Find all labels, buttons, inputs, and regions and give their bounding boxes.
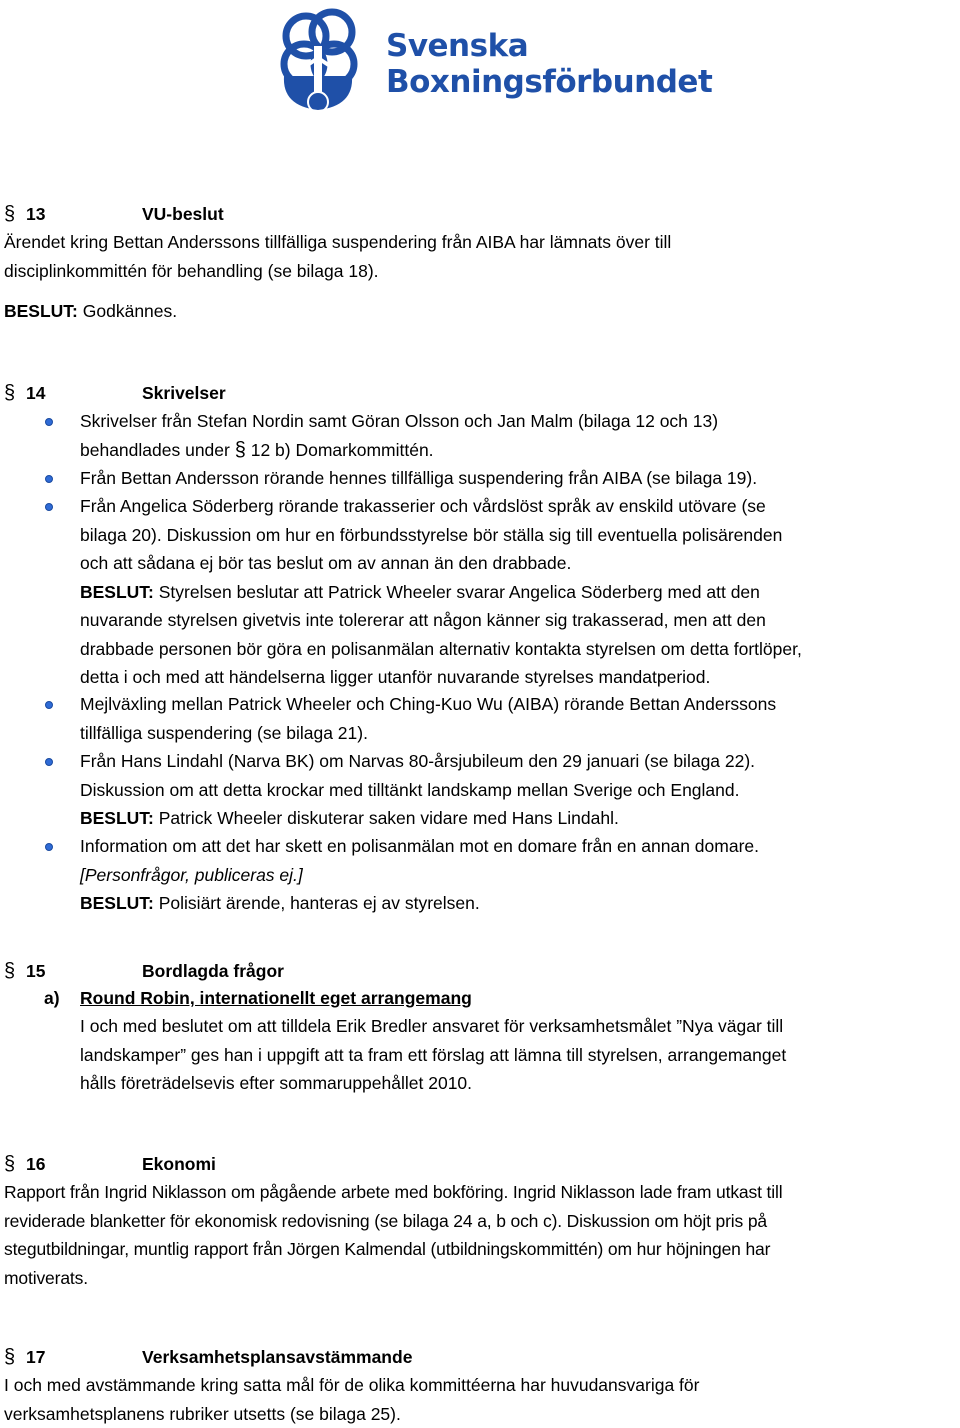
body-line: Från Hans Lindahl (Narva BK) om Narvas 80-årsjubileum den 29 januari (se bilaga 22). xyxy=(80,747,960,776)
section-number: 17 xyxy=(26,1347,142,1368)
body-line: motiverats. xyxy=(4,1264,960,1293)
section-16-body xyxy=(4,1178,960,1292)
list-item xyxy=(80,407,960,464)
body-line: I och med avstämmande kring satta mål för de olika kommittéerna har huvudansvariga för xyxy=(4,1371,960,1400)
beslut-text: drabbade personen bör göra en polisanmälan alternativ kontakta styrelsen om detta fortlöper, xyxy=(80,635,960,664)
section-number: 15 xyxy=(26,961,142,982)
bullet-icon xyxy=(45,418,53,426)
beslut-label: BESLUT: xyxy=(80,582,154,602)
body-line: och att sådana ej bör tas beslut om av annan än den drabbade. xyxy=(80,549,960,578)
section-17-body xyxy=(4,1371,960,1428)
beslut-text: detta i och med att händelserna ligger utanför nuvarande styrelses mandatperiod. xyxy=(80,663,960,692)
body-line: Mejlväxling mellan Patrick Wheeler och Ching-Kuo Wu (AIBA) rörande Bettan Anderssons xyxy=(80,690,960,719)
section-title: Verksamhetsplansavstämmande xyxy=(142,1347,412,1367)
logo-line-2: Boxningsförbundet xyxy=(386,64,712,100)
list-item xyxy=(80,747,960,833)
body-line: I och med beslutet om att tilldela Erik Bredler ansvaret för verksamhetsmålet ”Nya vägar till xyxy=(80,1012,960,1041)
section-number: 14 xyxy=(26,383,142,404)
body-line: bilaga 20). Diskussion om hur en förbundsstyrelse bör ställa sig till eventuella polisärenden xyxy=(80,521,960,550)
beslut-label: BESLUT: xyxy=(80,893,154,913)
body-line: Skrivelser från Stefan Nordin samt Göran Olsson och Jan Malm (bilaga 12 och 13) xyxy=(80,407,960,436)
section-15-heading xyxy=(4,960,284,983)
section-number: 16 xyxy=(26,1154,142,1175)
paragraph-sign: § xyxy=(235,439,246,461)
body-line: stegutbildningar, muntlig rapport från Jörgen Kalmendal (utbildningskommittén) om hur höjningen har xyxy=(4,1235,960,1264)
section-title: Ekonomi xyxy=(142,1154,216,1174)
beslut-text: nuvarande styrelsen givetvis inte tolererar att någon känner sig trakasserad, men att den xyxy=(80,606,960,635)
bullet-icon xyxy=(45,701,53,709)
section-13-body xyxy=(4,228,960,285)
paragraph-sign: § xyxy=(4,960,26,983)
bullet-icon xyxy=(45,843,53,851)
body-line: reviderade blanketter för ekonomisk redovisning (se bilaga 24 a, b och c). Diskussion om höjt pris på xyxy=(4,1207,960,1236)
paragraph-sign: § xyxy=(4,1346,26,1369)
body-line: Från Angelica Söderberg rörande trakasserier och vårdslöst språk av enskild utövare (se xyxy=(80,492,960,521)
subsection-a-heading xyxy=(44,988,472,1009)
personfragor-note: [Personfrågor, publiceras ej.] xyxy=(80,861,960,890)
body-line: Från Bettan Andersson rörande hennes tillfälliga suspendering från AIBA (se bilaga 19). xyxy=(80,464,960,493)
beslut-text: Styrelsen beslutar att Patrick Wheeler svarar Angelica Söderberg med att den xyxy=(154,582,760,602)
section-number: 13 xyxy=(26,204,142,225)
paragraph-sign: § xyxy=(4,1153,26,1176)
section-13-heading xyxy=(4,203,224,226)
body-line: Ärendet kring Bettan Anderssons tillfälliga suspendering från AIBA har lämnats över till xyxy=(4,228,960,257)
section-14-heading xyxy=(4,382,226,405)
body-line: landskamper” ges han i uppgift att ta fram ett förslag att lämna till styrelsen, arrangemanget xyxy=(80,1041,960,1070)
subsection-letter: a) xyxy=(44,988,80,1009)
body-text: behandlades under xyxy=(80,440,235,460)
bullet-icon xyxy=(45,758,53,766)
body-line: Rapport från Ingrid Niklasson om pågående arbete med bokföring. Ingrid Niklasson lade fram utkast till xyxy=(4,1178,960,1207)
sbf-emblem-icon xyxy=(270,6,382,118)
subsection-title: Round Robin, internationellt eget arrangemang xyxy=(80,988,472,1008)
bullet-icon xyxy=(45,475,53,483)
section-title: Skrivelser xyxy=(142,383,226,403)
beslut-text: Patrick Wheeler diskuterar saken vidare med Hans Lindahl. xyxy=(154,808,619,828)
list-item xyxy=(80,464,960,493)
list-item xyxy=(80,690,960,747)
paragraph-sign: § xyxy=(4,203,26,226)
body-line: hålls företrädelsevis efter sommaruppehållet 2010. xyxy=(80,1069,960,1098)
body-line: verksamhetsplanens rubriker utsetts (se bilaga 25). xyxy=(4,1400,960,1428)
sbf-logo xyxy=(270,6,700,118)
section-title: VU-beslut xyxy=(142,204,224,224)
body-line: Information om att det har skett en polisanmälan mot en domare från en annan domare. xyxy=(80,832,960,861)
body-text: 12 b) Domarkommittén. xyxy=(246,440,434,460)
body-line: Diskussion om att detta krockar med tilltänkt landskamp mellan Sverige och England. xyxy=(80,776,960,805)
section-15-body xyxy=(80,1012,960,1098)
beslut-label: BESLUT: xyxy=(80,808,154,828)
section-title: Bordlagda frågor xyxy=(142,961,284,981)
logo-line-1: Svenska xyxy=(386,28,528,64)
beslut-text: Polisiärt ärende, hanteras ej av styrelsen. xyxy=(154,893,480,913)
section-13-decision xyxy=(4,297,960,326)
section-16-heading xyxy=(4,1153,216,1176)
list-item xyxy=(80,832,960,918)
beslut-label: BESLUT: xyxy=(4,301,78,321)
bullet-icon xyxy=(45,503,53,511)
list-item xyxy=(80,492,960,692)
body-line: tillfälliga suspendering (se bilaga 21). xyxy=(80,719,960,748)
beslut-text: Godkännes. xyxy=(78,301,177,321)
body-line: disciplinkommittén för behandling (se bilaga 18). xyxy=(4,257,960,286)
paragraph-sign: § xyxy=(4,382,26,405)
section-17-heading xyxy=(4,1346,412,1369)
